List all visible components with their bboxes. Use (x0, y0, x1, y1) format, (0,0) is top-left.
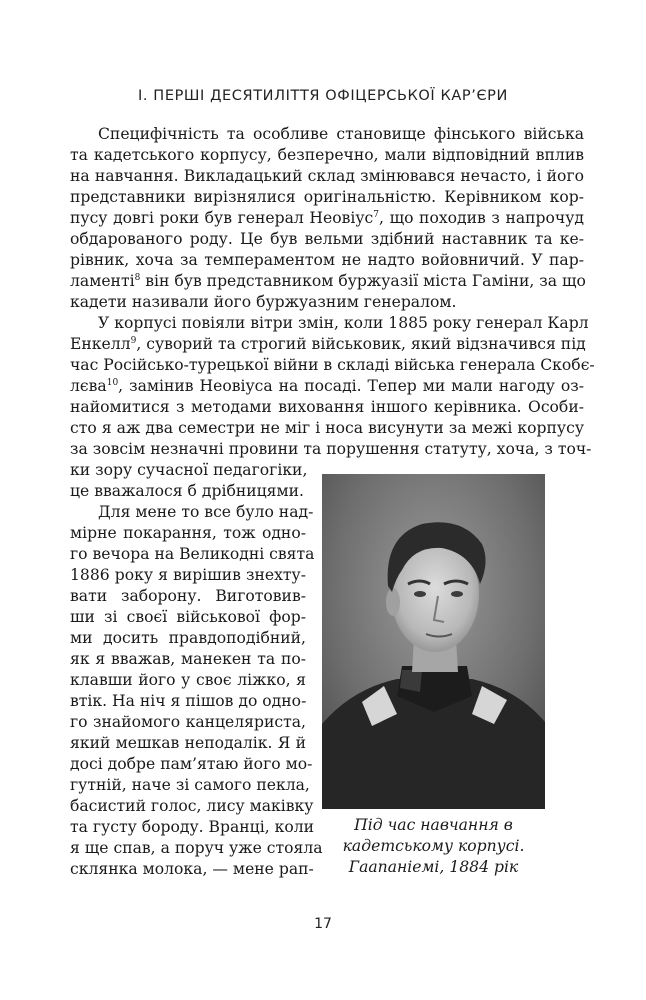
text-line: це вважалося б дрібницями. (70, 482, 304, 500)
text-line: лєва$^{10}$, замінив Неовіуса на посаді. Тепер ми мали нагоду оз- (70, 377, 584, 395)
text-line: У корпусі повіяли вітри змін, коли 1885 року генерал Карл (98, 314, 589, 332)
text-line: склянка молока, — мене рап- (70, 860, 314, 878)
text-line: сто я аж два семестри не міг і носа висунути за межі корпусу (70, 419, 584, 437)
footnote-ref: 8 (134, 272, 141, 283)
text-line: кадети називали його буржуазним генералом. (70, 293, 457, 311)
text-line: Специфічність та особливе становище фінського війська (98, 125, 584, 143)
text-line: ламенті$^8$ він був представником буржуазії міста Гаміни, за що (70, 272, 586, 290)
text-line: за зовсім незначні провини та порушення статуту, хоча, з точ- (70, 440, 592, 458)
text-line: го знайомого канцеляриста, (70, 713, 306, 731)
text-line: пусу довгі роки був генерал Неовіус$^7$, що походив з напрочуд (70, 209, 585, 227)
text-line: мірне покарання, тож одно- (70, 524, 306, 542)
text-line: ки зору сучасної педагогіки, (70, 461, 308, 479)
text-line: гутній, наче зі самого пекла, (70, 776, 310, 794)
page-number: 17 (314, 916, 332, 932)
text-line: найомитися з методами виховання іншого керівника. Особи- (70, 398, 584, 416)
text-line: як я вважав, манекен та по- (70, 650, 306, 668)
text-line: та густу бороду. Вранці, коли (70, 818, 315, 836)
text-line: втік. На ніч я пішов до одно- (70, 692, 307, 710)
text-line: та кадетського корпусу, безперечно, мали відповідний вплив (70, 146, 584, 164)
photo-caption-line: Гаапаніемі, 1884 рік (348, 858, 519, 876)
text-line: ми досить правдоподібний, (70, 629, 306, 647)
text-line: ши зі своєї військової фор- (70, 608, 306, 626)
text-line: я ще спав, а поруч уже стояла (70, 839, 323, 857)
portrait-photo (322, 474, 545, 809)
text-line: 1886 року я вирішив знехту- (70, 566, 306, 584)
text-line: представники вирізнялися оригінальністю. Керівником кор- (70, 188, 584, 206)
text-line: Для мене то все було над- (98, 503, 314, 521)
text-line: на навчання. Викладацький склад змінювався нечасто, і його (70, 167, 584, 185)
text-line: Енкелл$^9$, суворий та строгий військовик, який відзначився під (70, 335, 586, 353)
text-line: вати заборону. Виготовив- (70, 587, 306, 605)
chapter-header: I. ПЕРШІ ДЕСЯТИЛІТТЯ ОФІЦЕРСЬКОЇ КАР’ЄРИ (138, 88, 508, 104)
text-line: час Російсько-турецької війни в складі війська генерала Скобє- (70, 356, 595, 374)
text-line: обдарованого роду. Це був вельми здібний наставник та ке- (70, 230, 584, 248)
footnote-ref: 10 (106, 377, 119, 388)
text-line: досі добре пам’ятаю його мо- (70, 755, 313, 773)
footnote-ref: 7 (373, 209, 380, 220)
photo-caption-line: кадетському корпусі. (342, 837, 525, 855)
text-line: клавши його у своє ліжко, я (70, 671, 306, 689)
text-line: рівник, хоча за темпераментом не надто войовничий. У пар- (70, 251, 584, 269)
text-line: який мешкав неподалік. Я й (70, 734, 306, 752)
footnote-ref: 9 (130, 335, 137, 346)
text-line: басистий голос, лису маківку (70, 797, 314, 815)
photo-caption-line: Під час навчання в (354, 816, 513, 834)
cadet-portrait-image (322, 474, 545, 809)
text-line: го вечора на Великодні свята (70, 545, 315, 563)
